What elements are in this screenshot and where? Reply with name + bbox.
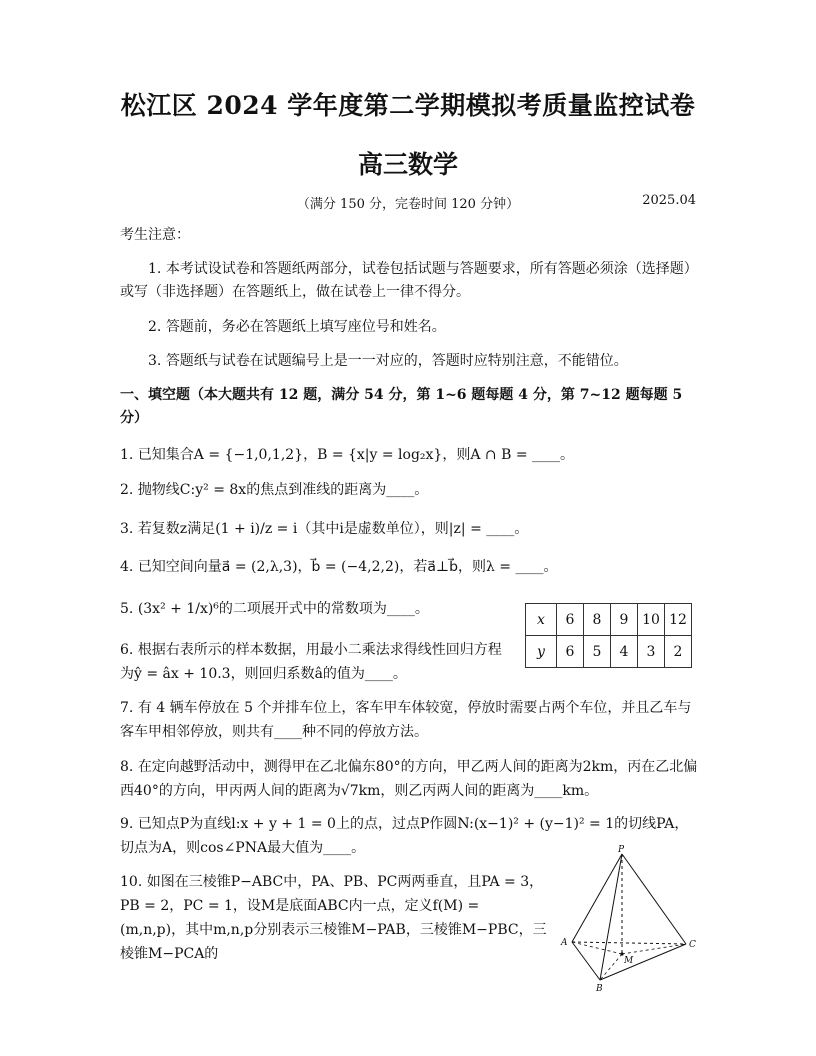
- question-number: 4.: [120, 559, 134, 575]
- question-10: [120, 870, 548, 966]
- question-7: [120, 696, 698, 744]
- question-5: [120, 597, 510, 621]
- question-number: 2.: [120, 482, 134, 498]
- question-text: 根据右表所示的样本数据，用最小二乘法求得线性回归方程为ŷ = âx + 10.3，则回归系数â的值为____。: [120, 642, 502, 682]
- edge-ac-hidden: [572, 942, 686, 944]
- notice-item-number: 1.: [148, 261, 162, 277]
- question-text: 若复数z满足(1 + i)/z = i（其中i是虚数单位），则|z| = ____。: [137, 521, 529, 537]
- section-title: 一、填空题（本大题共有 12 题，满分 54 分，第 1~6 题每题 4 分，第 7~12 题每题 5 分）: [120, 387, 683, 426]
- table-cell: 8: [584, 604, 611, 636]
- table-cell: 10: [638, 604, 665, 636]
- sample-data-table: [525, 603, 692, 668]
- question-number: 8.: [120, 759, 134, 775]
- table-header-x: x: [526, 604, 557, 636]
- question-text: 有 4 辆车停放在 5 个并排车位上，客车甲车体较宽，停放时需要占两个车位，并且乙车与客车甲相邻停放，则共有____种不同的停放方法。: [120, 700, 692, 740]
- notice-item-number: 2.: [148, 319, 162, 335]
- exam-title: 松江区 2024 学年度第二学期模拟考质量监控试卷: [120, 91, 696, 120]
- table-cell: 12: [665, 604, 692, 636]
- exam-date: 2025.04: [642, 193, 696, 208]
- table-header-y: y: [526, 636, 557, 668]
- notice-item-number: 3.: [148, 353, 162, 369]
- label-m: M: [624, 956, 634, 966]
- table-cell: 6: [557, 636, 584, 668]
- question-number: 3.: [120, 521, 134, 537]
- edge-pc: [622, 854, 686, 944]
- question-number: 1.: [120, 447, 134, 463]
- table-cell: 9: [611, 604, 638, 636]
- question-text: 抛物线C:y² = 8x的焦点到准线的距离为____。: [137, 482, 429, 498]
- label-a: A: [561, 938, 568, 948]
- question-1: [120, 443, 698, 467]
- question-number: 6.: [120, 642, 134, 658]
- question-number: 7.: [120, 700, 134, 716]
- question-number: 9.: [120, 816, 134, 832]
- edge-mc-hidden: [622, 944, 686, 954]
- question-number: 5.: [120, 601, 134, 617]
- label-c: C: [689, 940, 696, 950]
- label-b: B: [596, 984, 603, 992]
- edge-mb-hidden: [600, 954, 622, 980]
- edge-bc: [600, 944, 686, 980]
- question-text: 已知空间向量a⃗ = (2,λ,3)，b⃗ = (−4,2,2)，若a⃗⊥b⃗，则λ = ____。: [137, 559, 558, 575]
- table-cell: 2: [665, 636, 692, 668]
- notice-item-text: 答题前，务必在答题纸上填写座位号和姓名。: [165, 319, 446, 335]
- question-text: 如图在三棱锥P−ABC中，PA、PB、PC两两垂直，且PA = 3，PB = 2，PC = 1，设M是底面ABC内一点，定义f(M) = (m,n,p)，其中m,n,p分别表示三棱锥M−PAB，三棱锥M−PBC，三棱锥M−PCA的: [120, 874, 547, 962]
- table-cell: 6: [557, 604, 584, 636]
- exam-time-info: （满分 150 分，完卷时间 120 分钟）: [296, 197, 520, 212]
- question-3: [120, 517, 698, 541]
- table-row: [526, 636, 692, 668]
- question-2: [120, 478, 698, 502]
- question-4: [120, 555, 698, 579]
- question-text: 已知集合A = {−1,0,1,2}，B = {x|y = log₂x}，则A ∩ B = ____。: [137, 447, 574, 463]
- exam-subtitle: 高三数学: [357, 150, 458, 179]
- table-cell: 4: [611, 636, 638, 668]
- notice-item: [120, 350, 698, 373]
- question-text: 在定向越野活动中，测得甲在乙北偏东80°的方向，甲乙两人间的距离为2km，丙在乙北偏西40°的方向，甲丙两人间的距离为√7km，则乙丙两人间的距离为____km。: [120, 759, 698, 799]
- table-cell: 5: [584, 636, 611, 668]
- question-number: 10.: [120, 874, 143, 890]
- table-row: [526, 604, 692, 636]
- notice-item: [120, 258, 698, 304]
- notice-heading: 考生注意：: [120, 227, 190, 243]
- question-6: [120, 638, 512, 686]
- notice-item: [120, 316, 698, 339]
- question-8: [120, 755, 698, 803]
- notice-item-text: 本考试设试卷和答题纸两部分，试卷包括试题与答题要求，所有答题必须涂（选择题）或写（非选择题）在答题纸上，做在试卷上一律不得分。: [120, 261, 698, 300]
- question-text: (3x² + 1/x)⁶的二项展开式中的常数项为____。: [137, 601, 429, 617]
- notice-item-text: 答题纸与试卷在试题编号上是一一对应的，答题时应特别注意，不能错位。: [165, 353, 628, 369]
- question-text: 已知点P为直线l:x + y + 1 = 0上的点，过点P作圆N:(x−1)² + (y−1)² = 1的切线PA，切点为A，则cos∠PNA最大值为____。: [120, 816, 689, 856]
- table-cell: 3: [638, 636, 665, 668]
- label-p: P: [618, 845, 625, 855]
- tetrahedron-figure: [556, 842, 701, 992]
